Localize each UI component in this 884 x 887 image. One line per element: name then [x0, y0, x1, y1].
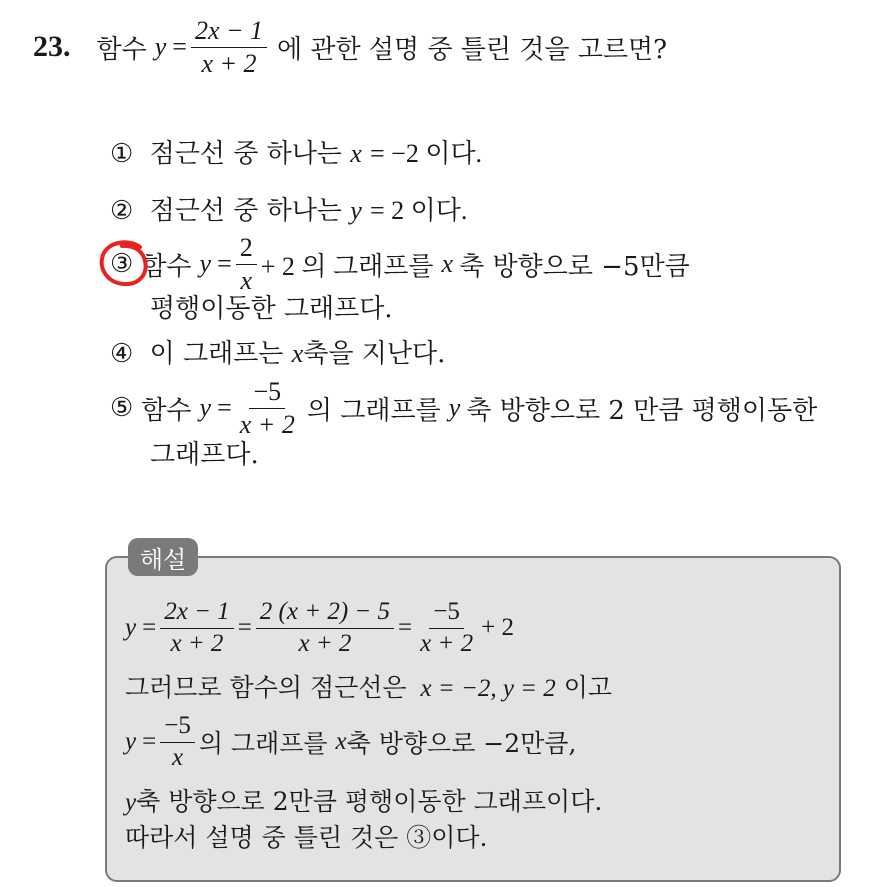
solution-l1-fraction-1	[160, 599, 233, 657]
solution-line-2	[125, 668, 612, 704]
solution-l1-f3-num: −5	[429, 599, 464, 628]
option-3-text-a: + 2 의 그래프를	[260, 251, 434, 281]
option-2-text-b: = 2 이다.	[370, 196, 468, 225]
solution-l2-text: 그러므로 함수의 점근선은	[125, 673, 407, 702]
question-fraction-numerator: 2x − 1	[191, 17, 267, 47]
solution-l1-f3-den: x + 2	[420, 629, 474, 657]
solution-l1-fraction-3	[416, 599, 477, 657]
solution-l1-eq3: =	[398, 614, 413, 641]
question-fraction	[191, 17, 267, 77]
solution-l1-f2-num: 2 (x + 2) − 5	[256, 599, 394, 628]
solution-tag: 해설	[128, 538, 198, 576]
solution-line-1	[125, 596, 514, 660]
option-5-text-b: 축 방향으로 2 만큼 평행이동한	[466, 395, 818, 426]
option-3-lead: 함수	[141, 251, 192, 282]
option-3-line2: 평행이동한 그래프다.	[150, 294, 393, 324]
question-eq: =	[172, 32, 187, 61]
solution-line-3	[125, 710, 576, 774]
solution-l1-eq1: =	[142, 614, 157, 641]
option-2	[110, 190, 467, 227]
option-5-marker: ⑤	[110, 393, 134, 423]
solution-l1-f1-den: x + 2	[170, 629, 224, 657]
question-fraction-denominator: x + 2	[201, 48, 257, 78]
solution-l3-num: −5	[160, 713, 195, 742]
option-5-eq: =	[217, 393, 232, 422]
solution-l3-axis: x	[335, 728, 347, 755]
option-3-var: y	[199, 249, 212, 278]
solution-l3-eq: =	[142, 728, 157, 755]
solution-l3-text-a: 의 그래프를	[198, 729, 328, 758]
option-3-eq: =	[217, 249, 232, 278]
option-2-var: y	[350, 196, 362, 225]
solution-l1-fraction-2	[256, 599, 394, 657]
answer-circle-mark	[96, 237, 156, 291]
option-5-fraction	[236, 378, 299, 438]
option-1-marker: ①	[110, 139, 134, 169]
solution-l1-var: y	[125, 614, 137, 641]
option-5-fraction-denominator: x + 2	[239, 409, 295, 439]
solution-l1-f1-num: 2x − 1	[160, 599, 233, 628]
solution-l3-text-b: 축 방향으로 −2만큼,	[346, 729, 577, 758]
option-4-text-b: 축을 지난다.	[303, 339, 446, 369]
option-3-axis: x	[441, 249, 454, 278]
option-5-lead: 함수	[141, 395, 192, 426]
solution-l1-f2-den: x + 2	[298, 629, 352, 657]
option-1-text-a: 점근선 중 하나는	[149, 139, 342, 169]
option-2-text-a: 점근선 중 하나는	[149, 196, 342, 226]
option-4-text-a: 이 그래프는	[149, 339, 284, 369]
option-1-text-b: = −2 이다.	[370, 139, 483, 168]
solution-l3-fraction	[160, 713, 195, 771]
option-5-axis: y	[448, 393, 461, 422]
option-3-fraction-denominator: x	[240, 265, 253, 295]
option-3-fraction	[236, 234, 257, 294]
option-5-fraction-numerator: −5	[249, 378, 285, 408]
option-4-var: x	[291, 339, 304, 368]
option-4	[110, 333, 445, 370]
solution-line-5: 따라서 설명 중 틀린 것은 ③이다.	[125, 823, 488, 852]
solution-l3-den: x	[171, 743, 184, 771]
solution-l1-eq2: =	[237, 614, 252, 641]
option-3	[110, 234, 690, 294]
option-5-text-a: 의 그래프를	[306, 395, 441, 426]
solution-line-4	[125, 782, 602, 818]
option-3-marker: ③	[110, 249, 134, 279]
option-5	[110, 376, 817, 440]
solution-l2-tail: 이고	[563, 673, 613, 702]
option-5-var: y	[199, 393, 212, 422]
solution-l1-plus: + 2	[481, 614, 514, 641]
question-tail: 에 관한 설명 중 틀린 것을 고르면?	[277, 34, 668, 65]
option-1	[110, 133, 482, 170]
question-lead: 함수	[96, 34, 147, 65]
option-3-text-b: 축 방향으로 −5만큼	[459, 251, 690, 282]
solution-l3-var: y	[125, 728, 137, 755]
option-4-marker: ④	[110, 339, 134, 369]
solution-l2-math: x = −2, y = 2	[420, 675, 556, 702]
option-2-marker: ②	[110, 196, 134, 226]
option-5-line2: 그래프다.	[150, 440, 259, 470]
question-number: 23.	[33, 30, 71, 63]
question-fn-var: y	[154, 32, 167, 61]
question-stem	[33, 16, 668, 78]
solution-l4-text: 축 방향으로 2만큼 평행이동한 그래프이다.	[136, 787, 603, 816]
option-3-fraction-numerator: 2	[236, 234, 257, 264]
solution-l4-axis: y	[125, 789, 137, 816]
option-1-var: x	[350, 139, 362, 168]
